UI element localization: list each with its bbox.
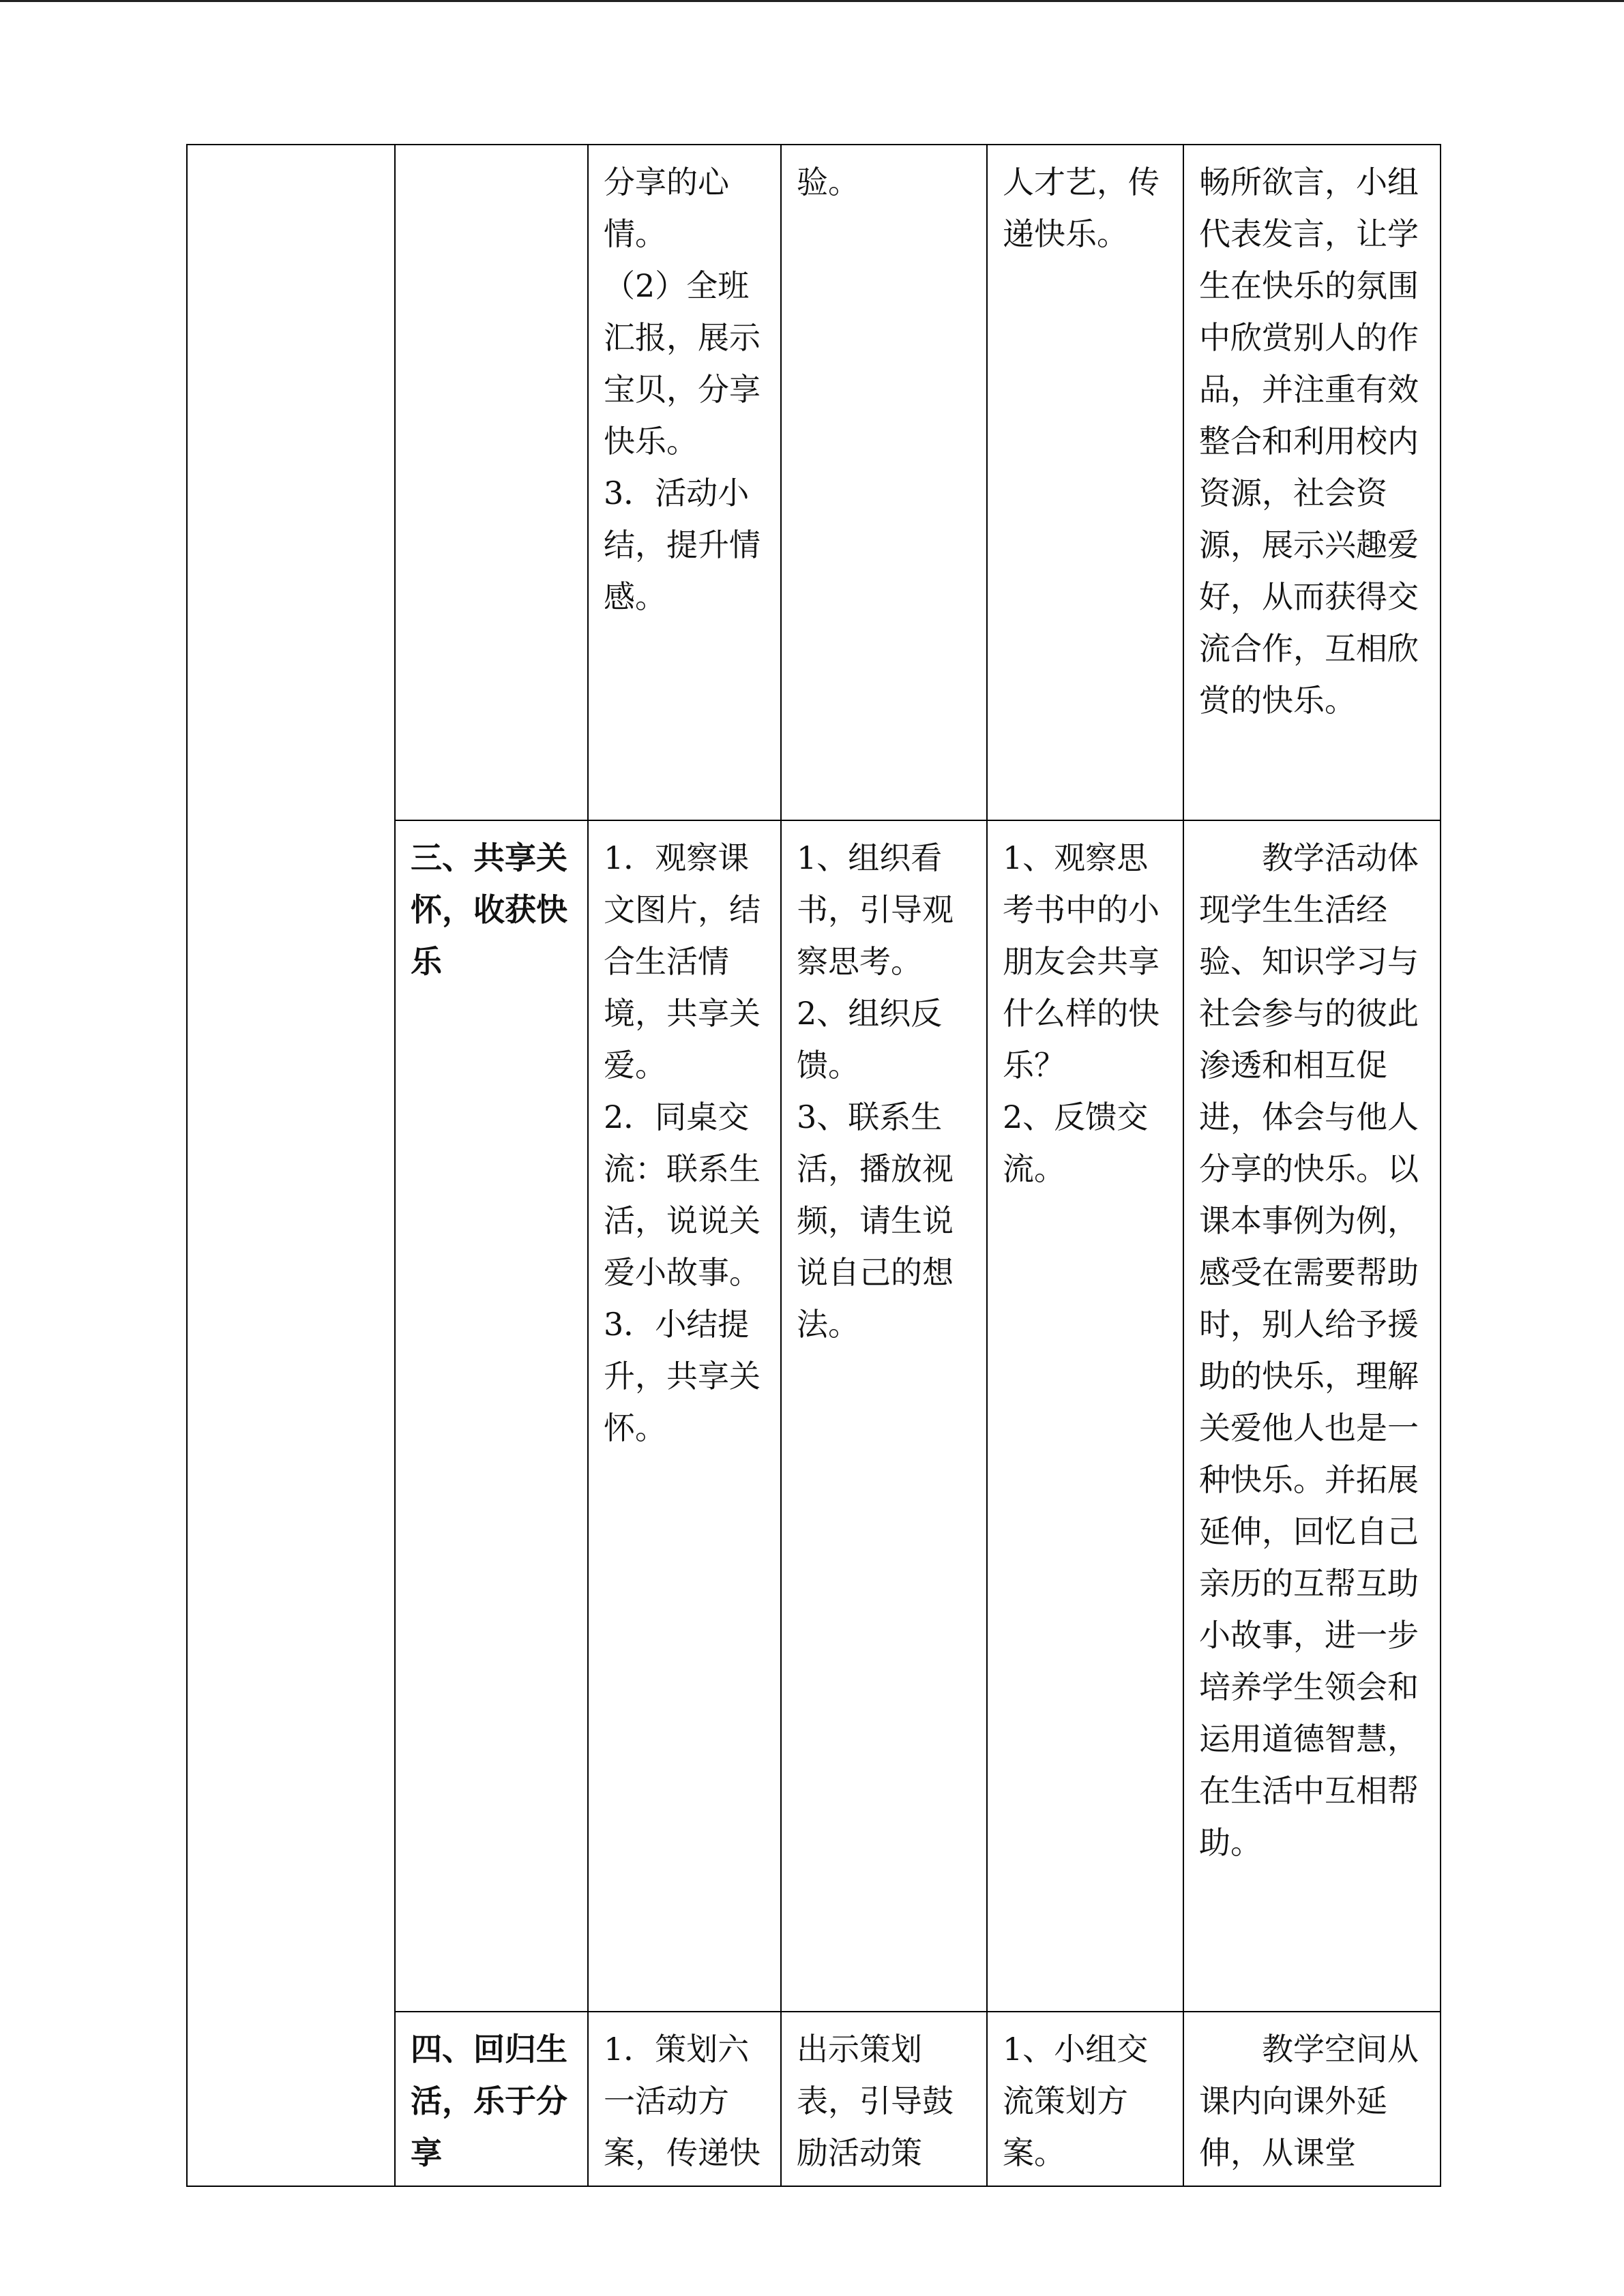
stage-cell (395, 145, 588, 820)
teacher-cell (781, 145, 987, 820)
stage-cell (395, 820, 588, 2012)
teacher-line: 2、组织反馈。 (797, 995, 943, 1084)
student-line: 1、小组交流策划方案。 (1003, 2031, 1149, 2171)
intent-text: 畅所欲言，小组代表发言，让学生在快乐的氛围中欣赏别人的作品，并注重有效整合和利用校内资源，社会资源，展示兴趣爱好，从而获得交流合作，互相欣赏的快乐。 (1199, 164, 1419, 719)
teacher-line: 出示策划表，引导鼓励活动策 (797, 2031, 954, 2171)
lesson-plan-table (186, 144, 1441, 2187)
intent-cell (1183, 2012, 1441, 2186)
teacher-line: 验。 (797, 164, 859, 200)
teacher-line: 1、组织看书，引导观察思考。 (797, 839, 954, 980)
student-cell (987, 2012, 1183, 2186)
stage-title: 四、回归生活，乐于分享 (411, 2031, 567, 2171)
stage-cell (395, 2012, 588, 2186)
activity-cell (588, 145, 781, 820)
section-cell (187, 145, 395, 2186)
activity-line: 3．活动小结，提升情感。 (604, 475, 761, 615)
intent-text: 教学空间从课内向课外延伸，从课堂 (1199, 2031, 1419, 2171)
activity-line: 1．策划六一活动方案，传递快 (604, 2031, 761, 2171)
intent-text: 教学活动体现学生生活经验、知识学习与社会参与的彼此渗透和相互促进，体会与他人分享的快乐。以课本事例为例，感受在需要帮助时，别人给予援助的快乐，理解关爱他人也是一种快乐。并拓展延伸，回忆自己亲历的互帮互助小故事，进一步培养学生领会和运用道德智慧，在生活中互相帮助。 (1199, 839, 1419, 1861)
student-line: 2、反馈交流。 (1003, 1099, 1149, 1187)
student-cell (987, 145, 1183, 820)
teacher-cell (781, 820, 987, 2012)
activity-cell (588, 2012, 781, 2186)
activity-line: 2．同桌交流：联系生活，说说关爱小故事。 (604, 1099, 761, 1291)
intent-cell (1183, 145, 1441, 820)
activity-line: 3．小结提升，共享关怀。 (604, 1306, 761, 1446)
student-cell (987, 820, 1183, 2012)
activity-line: 分享的心情。 (604, 164, 729, 252)
student-line: 人才艺，传递快乐。 (1003, 164, 1160, 252)
teacher-line: 3、联系生活，播放视频，请生说说自己的想法。 (797, 1099, 954, 1343)
table-row (187, 145, 1441, 820)
page-top-rule (0, 0, 1624, 2)
intent-cell (1183, 820, 1441, 2012)
activity-line: （2）全班汇报，展示宝贝，分享快乐。 (604, 267, 761, 460)
activity-line: 1．观察课文图片，结合生活情境，共享关爱。 (604, 839, 761, 1084)
stage-title: 三、共享关怀，收获快乐 (411, 839, 567, 980)
teacher-cell (781, 2012, 987, 2186)
activity-cell (588, 820, 781, 2012)
student-line: 1、观察思考书中的小朋友会共享什么样的快乐？ (1003, 839, 1160, 1084)
